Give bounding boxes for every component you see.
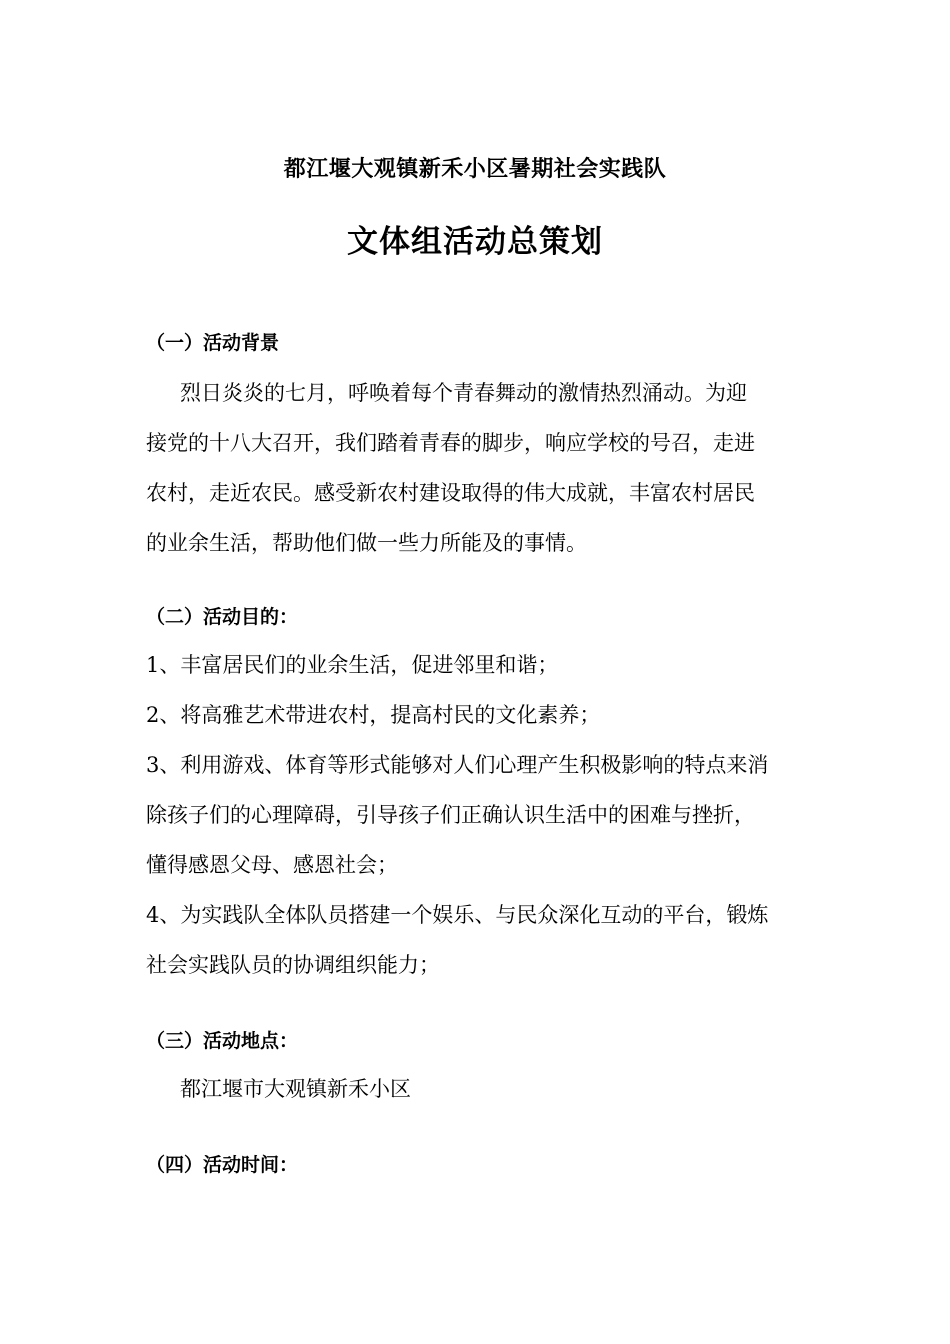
section-heading-purpose: （二）活动目的：	[146, 606, 299, 628]
document-title-line1: 都江堰大观镇新禾小区暑期社会实践队	[283, 157, 667, 182]
document-title-line2: 文体组活动总策划	[347, 224, 603, 260]
paragraph-line: 烈日炎炎的七月，呼唤着每个青春舞动的激情热烈涌动。为迎	[180, 381, 747, 405]
list-item-continuation: 懂得感恩父母、感恩社会；	[146, 853, 398, 877]
list-item: 3、利用游戏、体育等形式能够对人们心理产生积极影响的特点来消	[146, 753, 769, 777]
section-heading-location: （三）活动地点：	[146, 1030, 299, 1052]
list-item: 4、为实践队全体队员搭建一个娱乐、与民众深化互动的平台，锻炼	[146, 903, 769, 927]
section-heading-background: （一）活动背景	[146, 332, 280, 354]
paragraph-line: 的业余生活，帮助他们做一些力所能及的事情。	[146, 531, 587, 555]
list-item-continuation: 社会实践队员的协调组织能力；	[146, 953, 440, 977]
list-item: 2、将高雅艺术带进农村，提高村民的文化素养；	[146, 703, 601, 727]
location-text: 都江堰市大观镇新禾小区	[180, 1077, 411, 1101]
section-heading-time: （四）活动时间：	[146, 1154, 299, 1176]
paragraph-line: 农村，走近农民。感受新农村建设取得的伟大成就，丰富农村居民	[146, 481, 755, 505]
list-item: 1、丰富居民们的业余生活，促进邻里和谐；	[146, 653, 559, 677]
list-item-continuation: 除孩子们的心理障碍，引导孩子们正确认识生活中的困难与挫折，	[146, 803, 755, 827]
paragraph-line: 接党的十八大召开，我们踏着青春的脚步，响应学校的号召，走进	[146, 431, 755, 455]
